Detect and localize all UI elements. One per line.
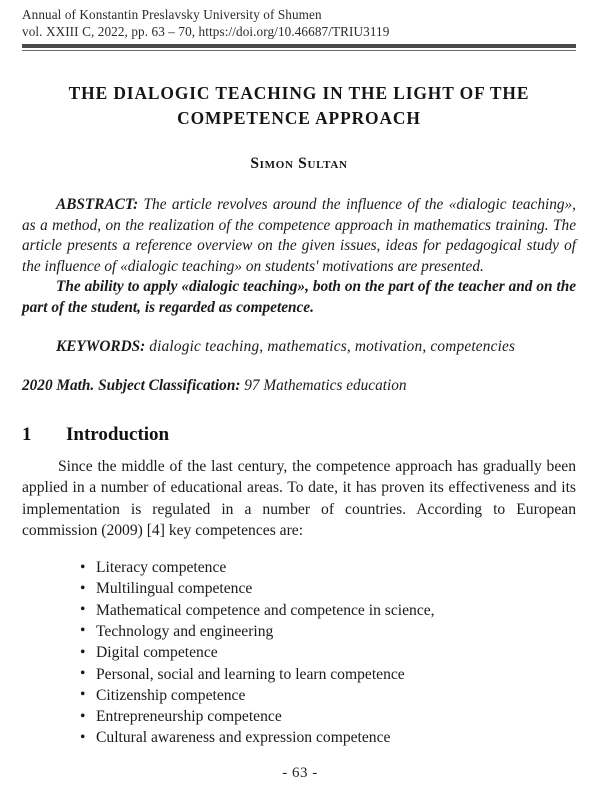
list-item: • Mathematical competence and competence in science, [80, 600, 576, 621]
journal-volume-doi: vol. XXIII C, 2022, pp. 63 – 70, https://doi.org/10.46687/TRIU3119 [22, 24, 390, 39]
list-item: • Digital competence [80, 642, 576, 663]
abstract-text-1: The article revolves around the influence of the «dialogic teaching», as a method, on the realization of the competence approach in mathematics training. The article presents a reference overview on the given issues, ideas for pedagogical study of the influence of «dialogic teaching» on students' motivations are presented. [22, 196, 576, 275]
list-item: • Technology and engineering [80, 621, 576, 642]
list-item: • Cultural awareness and expression competence [80, 727, 576, 748]
list-item: • Multilingual competence [80, 578, 576, 599]
key-competences-list [22, 557, 576, 749]
journal-name: Annual of Konstantin Preslavsky University of Shumen [22, 7, 322, 22]
keywords-section [22, 337, 576, 358]
msc-value: 97 Mathematics education [240, 376, 407, 394]
abstract-paragraph-2: The ability to apply «dialogic teaching», both on the part of the teacher and on the part of the student, is regarded as competence. [22, 278, 576, 316]
page-title: THE DIALOGIC TEACHING IN THE LIGHT OF THE COMPETENCE APPROACH [68, 83, 530, 128]
abstract-section [22, 195, 576, 318]
list-item: • Citizenship competence [80, 685, 576, 706]
list-item: • Literacy competence [80, 557, 576, 578]
running-head [22, 6, 576, 40]
section-number: 1 [22, 423, 32, 445]
keywords-value: dialogic teaching, mathematics, motivation, competencies [145, 338, 516, 355]
list-item: • Entrepreneurship competence [80, 706, 576, 727]
introduction-paragraph: Since the middle of the last century, the competence approach has gradually been applied in a number of educational areas. To date, it has proven its effectiveness and its implementation is regulated in a number of countries. According to European commission (2009) [4] key competences are: [22, 457, 576, 539]
author-name: Simon Sultan [250, 155, 348, 172]
keywords-label: KEYWORDS: [56, 338, 146, 355]
list-item: • Personal, social and learning to learn competence [80, 664, 576, 685]
abstract-label: ABSTRACT: [56, 196, 139, 213]
section-title: Introduction [66, 423, 170, 445]
msc-label: 2020 Math. Subject Classification: [22, 376, 241, 394]
header-divider-rule [22, 44, 576, 51]
abstract-paragraph-1 [22, 195, 576, 277]
section-heading-introduction [22, 424, 576, 446]
msc-classification [22, 376, 576, 396]
page-folio: - 63 - [282, 765, 318, 781]
